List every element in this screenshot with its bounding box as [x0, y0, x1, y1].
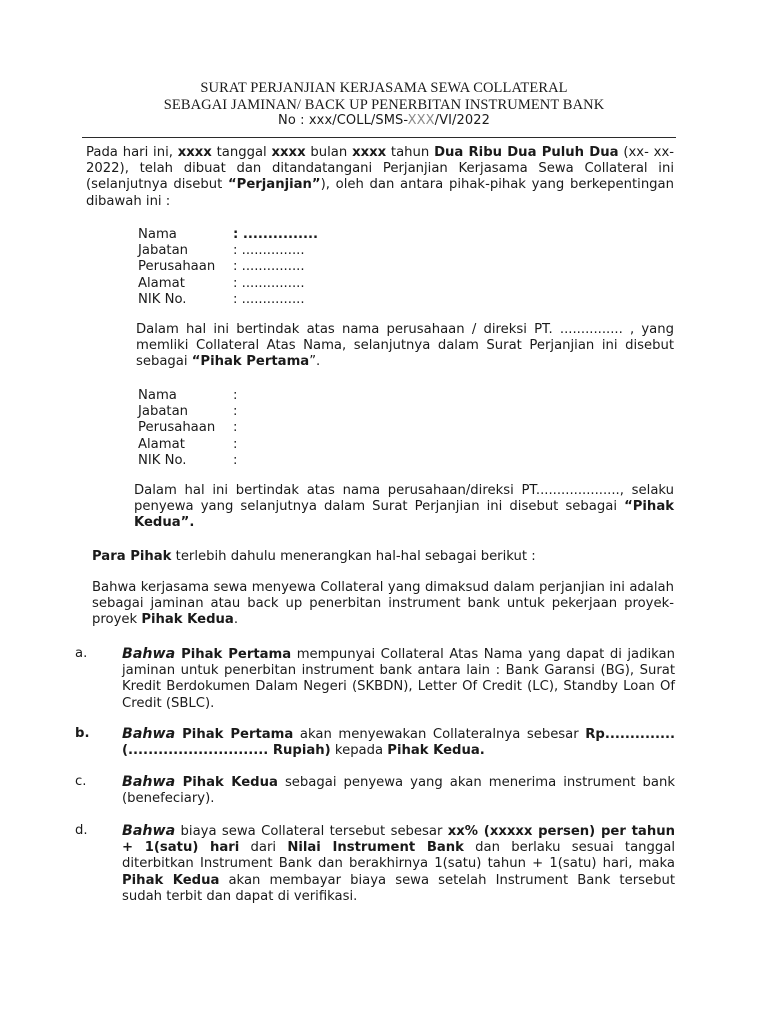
- clause-party: Pihak Pertama: [175, 727, 294, 742]
- field-value: : ...............: [233, 227, 319, 242]
- field-label: NIK No.: [138, 452, 187, 468]
- clause-bahwa: Bahwa: [122, 823, 176, 839]
- intro-date: xxxx: [271, 145, 306, 160]
- party2-field-row: [138, 453, 237, 469]
- clause-text: dan berlaku sesuai tanggal diterbitkan Instrument Bank dan berakhirnya 1(satu) tahun + 1(satu) hari, maka: [122, 840, 675, 872]
- intro-text: ), oleh dan antara pihak-pihak yang berkepentingan dibawah ini :: [86, 177, 674, 209]
- party1-desc-text: Dalam hal ini bertindak atas nama perusahaan / direksi PT. ............... , yang memliki Collateral Atas Nama, selanjutnya dalam Surat Perjanjian ini disebut sebagai: [136, 322, 674, 370]
- intro-text: bulan: [305, 145, 353, 160]
- clause-marker: b.: [75, 726, 90, 741]
- purpose-paragraph: [92, 580, 674, 629]
- clause-marker: d.: [75, 823, 88, 838]
- party1-field-row: [138, 259, 318, 275]
- field-value: :: [233, 436, 238, 452]
- clause-rate: xx% (xxxxx persen) per tahun + 1(satu) hari: [122, 824, 675, 856]
- clause-body: [122, 774, 675, 807]
- party2-fields: [138, 388, 237, 469]
- para-pihak-statement: [92, 549, 674, 565]
- intro-text: tahun: [386, 145, 435, 160]
- party1-field-row: [138, 292, 318, 308]
- field-value: : ...............: [233, 243, 305, 259]
- clause-marker: a.: [75, 646, 88, 661]
- intro-agreement-term: “Perjanjian”: [228, 177, 321, 193]
- document-number: [0, 113, 768, 128]
- field-label: Jabatan: [138, 243, 189, 259]
- field-value: :: [233, 404, 238, 420]
- field-label: Nama: [138, 388, 177, 403]
- field-value: : ...............: [233, 291, 305, 307]
- field-label: Alamat: [138, 436, 185, 452]
- field-value: :: [233, 420, 238, 436]
- clause-party: Pihak Kedua: [122, 872, 220, 888]
- party2-field-row: [138, 404, 237, 420]
- party1-field-row: [138, 276, 318, 292]
- party2-field-row: [138, 437, 237, 453]
- field-label: Alamat: [138, 275, 185, 291]
- field-label: Perusahaan: [138, 259, 216, 275]
- clause-party: Pihak Kedua.: [387, 743, 485, 759]
- intro-paragraph: [86, 145, 674, 210]
- field-label: Perusahaan: [138, 420, 216, 436]
- party2-role-name: “Pihak Kedua”.: [134, 499, 674, 531]
- party1-field-row: [138, 227, 318, 243]
- clause-marker: c.: [75, 774, 87, 789]
- header-divider: [82, 137, 676, 138]
- party1-fields: [138, 227, 318, 308]
- field-value: : ...............: [233, 259, 305, 275]
- document-number-placeholder: XXX: [407, 113, 435, 128]
- clause-party: Pihak Pertama: [175, 647, 292, 662]
- clause-text: dari: [239, 840, 288, 856]
- clause-bahwa: Bahwa: [122, 726, 176, 742]
- document-number-suffix: /VI/2022: [434, 113, 490, 128]
- party1-role-name: “Pihak Pertama: [191, 354, 310, 370]
- para-pihak-text: terlebih dahulu menerangkan hal-hal sebagai berikut :: [171, 549, 536, 564]
- field-value: :: [233, 452, 238, 468]
- para-pihak-label: Para Pihak: [92, 549, 172, 564]
- field-label: NIK No.: [138, 291, 187, 307]
- clause-party: Pihak Kedua: [175, 775, 278, 790]
- clause-body: [122, 823, 675, 905]
- document-title-line1: SURAT PERJANJIAN KERJASAMA SEWA COLLATERAL: [200, 80, 568, 96]
- purpose-end: .: [233, 612, 239, 628]
- document-title-line2: SEBAGAI JAMINAN/ BACK UP PENERBITAN INSTRUMENT BANK: [163, 97, 605, 113]
- purpose-text: Bahwa kerjasama sewa menyewa Collateral yang dimaksud dalam perjanjian ini adalah sebagai jaminan atau back up penerbitan instrument bank untuk pekerjaan proyek-proyek: [92, 580, 674, 628]
- intro-day: xxxx: [177, 145, 212, 160]
- intro-month: xxxx: [352, 145, 387, 160]
- purpose-party: Pihak Kedua: [141, 612, 234, 628]
- intro-year-words: Dua Ribu Dua Puluh Dua: [434, 145, 619, 160]
- field-label: Nama: [138, 227, 177, 242]
- field-label: Jabatan: [138, 404, 189, 420]
- intro-text: tanggal: [211, 145, 272, 160]
- party2-desc-text: Dalam hal ini bertindak atas nama perusahaan/direksi PT...................., selaku penyewa yang selanjutnya dalam Surat Perjanjian ini disebut sebagai: [134, 483, 674, 515]
- party1-field-row: [138, 243, 318, 259]
- clause-body: [122, 726, 675, 759]
- document-number-prefix: No : xxx/COLL/SMS-: [278, 113, 408, 128]
- party2-field-row: [138, 420, 237, 436]
- clause-bahwa: Bahwa: [122, 646, 176, 662]
- field-value: :: [233, 388, 238, 403]
- intro-text: Pada hari ini,: [86, 145, 178, 160]
- clause-text: akan menyewakan Collateralnya sebesar: [293, 727, 586, 742]
- clause-text: kepada: [330, 743, 388, 759]
- clause-text: akan membayar biaya sewa setelah Instrument Bank tersebut sudah terbit dan dapat di verifikasi.: [122, 872, 675, 904]
- clause-amount: Rp.............. (............................ Rupiah): [122, 727, 675, 759]
- intro-text: (xx- xx-2022), telah dibuat dan ditandatangani Perjanjian Kerjasama Sewa Collateral ini (selanjutnya disebut: [86, 145, 675, 193]
- clause-body: [122, 646, 675, 712]
- clause-text: sebagai penyewa yang akan menerima instrument bank (benefeciary).: [122, 775, 675, 807]
- party2-description: [134, 483, 674, 532]
- party1-desc-end: ”.: [309, 354, 321, 370]
- party1-description: [136, 322, 674, 371]
- clause-instrument-value: Nilai Instrument Bank: [287, 840, 464, 856]
- clause-text: biaya sewa Collateral tersebut sebesar: [175, 824, 448, 839]
- party2-field-row: [138, 388, 237, 404]
- clause-bahwa: Bahwa: [122, 774, 176, 790]
- field-value: : ...............: [233, 275, 305, 291]
- clause-text: mempunyai Collateral Atas Nama yang dapat di jadikan jaminan untuk penerbitan instrument bank antara lain : Bank Garansi (BG), Surat Kredit Berdokumen Dalam Negeri (SKBDN), Letter Of Credit (LC), Standby Loan Of Credit (SBLC).: [122, 647, 676, 711]
